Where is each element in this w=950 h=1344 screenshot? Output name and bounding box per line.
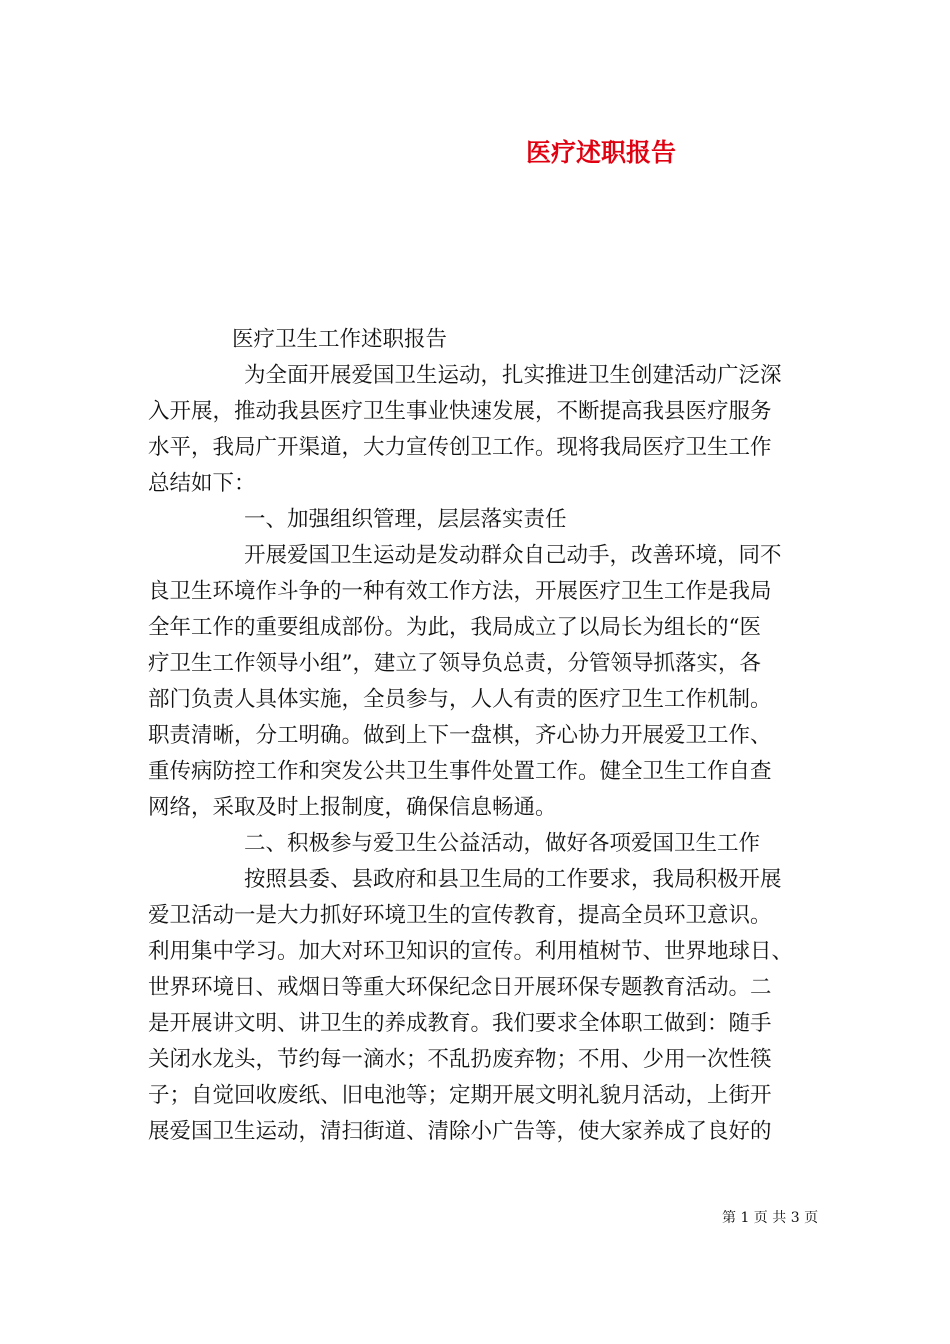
body-line: 展爱国卫生运动，清扫街道、清除小广告等，使大家养成了良好的 <box>148 1119 772 1144</box>
body-line: 入开展，推动我县医疗卫生事业快速发展，不断提高我县医疗服务 <box>148 399 772 424</box>
page-footer: 第 1 页 共 3 页 <box>722 1210 819 1226</box>
section-heading: 一、加强组织管理，层层落实责任 <box>244 507 567 532</box>
body-line: 关闭水龙头，节约每一滴水；不乱扔废弃物；不用、少用一次性筷 <box>148 1047 772 1072</box>
section-heading: 二、积极参与爱卫生公益活动，做好各项爱国卫生工作 <box>244 831 761 856</box>
body-line: 子；自觉回收废纸、旧电池等；定期开展文明礼貌月活动，上街开 <box>148 1083 772 1108</box>
body-line: 疗卫生工作领导小组”，建立了领导负总责，分管领导抓落实，各 <box>148 651 761 676</box>
body-line: 为全面开展爱国卫生运动，扎实推进卫生创建活动广泛深 <box>244 363 782 388</box>
body-line: 是开展讲文明、讲卫生的养成教育。我们要求全体职工做到：随手 <box>148 1011 772 1036</box>
body-line: 网络，采取及时上报制度，确保信息畅通。 <box>148 795 557 820</box>
body-line: 世界环境日、戒烟日等重大环保纪念日开展环保专题教育活动。二 <box>148 975 772 1000</box>
body-line: 重传病防控工作和突发公共卫生事件处置工作。健全卫生工作自查 <box>148 759 772 784</box>
body-line: 按照县委、县政府和县卫生局的工作要求，我局积极开展 <box>244 867 782 892</box>
body-line: 总结如下： <box>148 471 256 496</box>
body-line: 职责清晰，分工明确。做到上下一盘棋，齐心协力开展爱卫工作、 <box>148 723 772 748</box>
body-line: 良卫生环境作斗争的一种有效工作方法，开展医疗卫生工作是我局 <box>148 579 772 604</box>
body-line: 开展爱国卫生运动是发动群众自己动手，改善环境，同不 <box>244 543 782 568</box>
document-subtitle: 医疗卫生工作述职报告 <box>232 327 448 352</box>
body-line: 利用集中学习。加大对环卫知识的宣传。利用植树节、世界地球日、 <box>148 939 794 964</box>
body-line: 全年工作的重要组成部份。为此，我局成立了以局长为组长的“医 <box>148 615 761 640</box>
body-line: 爱卫活动一是大力抓好环境卫生的宣传教育，提高全员环卫意识。 <box>148 903 772 928</box>
body-line: 水平，我局广开渠道，大力宣传创卫工作。现将我局医疗卫生工作 <box>148 435 772 460</box>
page-title: 医疗述职报告 <box>526 138 677 167</box>
body-line: 部门负责人具体实施，全员参与，人人有责的医疗卫生工作机制。 <box>148 687 772 712</box>
